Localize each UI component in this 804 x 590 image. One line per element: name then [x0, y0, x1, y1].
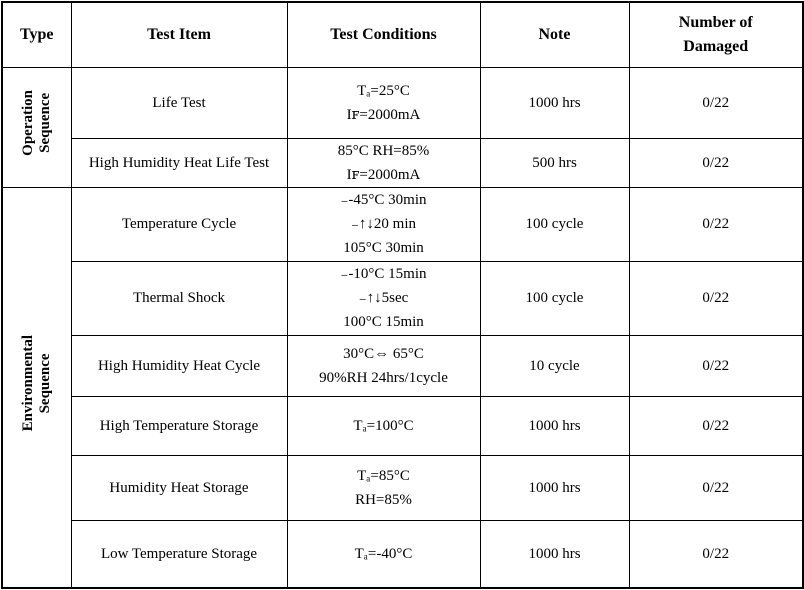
test-item: High Temperature Storage — [71, 396, 287, 455]
header-test-item: Test Item — [71, 2, 287, 67]
note: 1000 hrs — [480, 396, 629, 455]
test-conditions: ₋-45°C 30min ₋↑↓20 min 105°C 30min — [287, 187, 480, 261]
note: 1000 hrs — [480, 67, 629, 138]
test-item: High Humidity Heat Life Test — [71, 138, 287, 187]
table-row — [2, 187, 803, 261]
table-row — [2, 396, 803, 455]
test-item: High Humidity Heat Cycle — [71, 335, 287, 396]
group-environmental-sequence — [2, 187, 71, 588]
table-row — [2, 520, 803, 588]
test-item: Thermal Shock — [71, 261, 287, 335]
header-damaged-line1: Number of — [678, 13, 753, 31]
test-conditions: 30°C⇔ 65°C 90%RH 24hrs/1cycle — [287, 335, 480, 396]
note: 500 hrs — [480, 138, 629, 187]
header-damaged-line2: Damaged — [683, 37, 749, 55]
test-conditions: Tₐ=25°C Iꜰ=2000mA — [287, 67, 480, 138]
reliability-table-wrapper — [1, 1, 804, 589]
number-damaged: 0/22 — [629, 455, 803, 520]
header-number-damaged — [629, 2, 803, 67]
group-label: Operation Sequence — [19, 90, 53, 156]
number-damaged: 0/22 — [629, 138, 803, 187]
table-row — [2, 67, 803, 138]
test-item: Life Test — [71, 67, 287, 138]
number-damaged: 0/22 — [629, 335, 803, 396]
number-damaged: 0/22 — [629, 67, 803, 138]
test-conditions: Tₐ=85°C RH=85% — [287, 455, 480, 520]
number-damaged: 0/22 — [629, 187, 803, 261]
note: 1000 hrs — [480, 455, 629, 520]
table-row — [2, 138, 803, 187]
test-conditions: Tₐ=-40°C — [287, 520, 480, 588]
table-row — [2, 335, 803, 396]
note: 1000 hrs — [480, 520, 629, 588]
test-item: Low Temperature Storage — [71, 520, 287, 588]
test-conditions: 85°C RH=85% Iꜰ=2000mA — [287, 138, 480, 187]
reliability-test-table — [1, 1, 804, 589]
table-row — [2, 455, 803, 520]
test-conditions: Tₐ=100°C — [287, 396, 480, 455]
header-row — [2, 2, 803, 67]
note: 10 cycle — [480, 335, 629, 396]
group-label: Environmental Sequence — [19, 335, 53, 432]
table-row — [2, 261, 803, 335]
note: 100 cycle — [480, 261, 629, 335]
note: 100 cycle — [480, 187, 629, 261]
header-type: Type — [2, 2, 71, 67]
number-damaged: 0/22 — [629, 261, 803, 335]
number-damaged: 0/22 — [629, 396, 803, 455]
header-test-conditions: Test Conditions — [287, 2, 480, 67]
test-item: Humidity Heat Storage — [71, 455, 287, 520]
number-damaged: 0/22 — [629, 520, 803, 588]
header-note: Note — [480, 2, 629, 67]
test-conditions: ₋-10°C 15min ₋↑↓5sec 100°C 15min — [287, 261, 480, 335]
test-item: Temperature Cycle — [71, 187, 287, 261]
group-operation-sequence — [2, 67, 71, 187]
